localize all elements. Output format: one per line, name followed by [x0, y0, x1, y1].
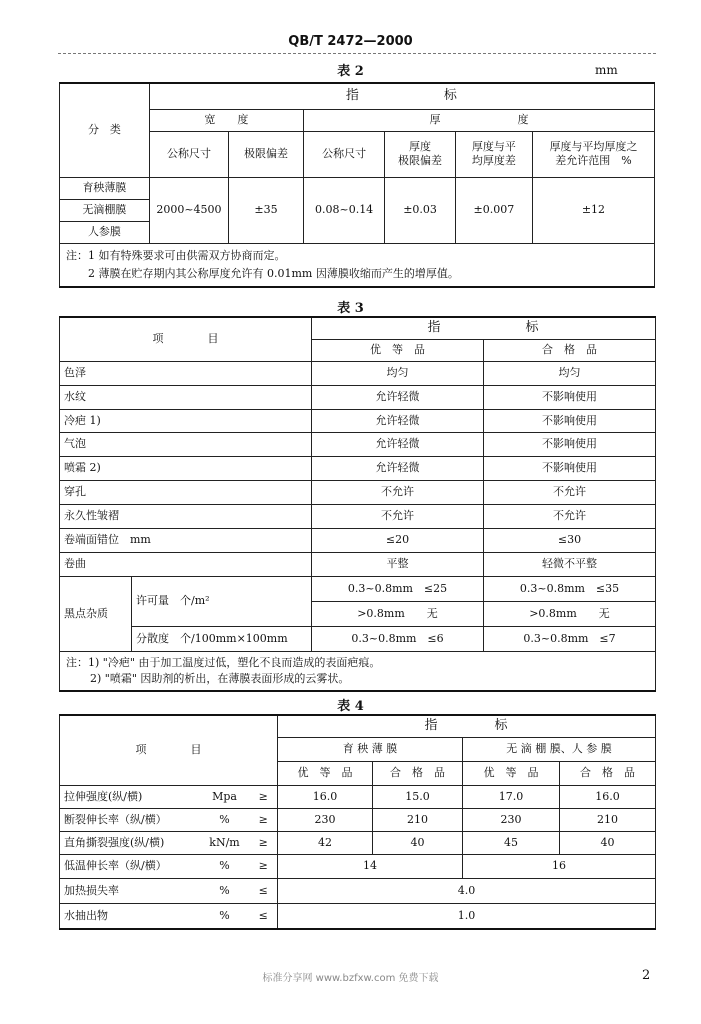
table3-dispersion-label: 分散度 个/100mm×100mm	[132, 626, 312, 651]
table3-row-item: 喷霜 2)	[60, 456, 312, 480]
table3-row-superior: 允许轻微	[312, 456, 484, 480]
table3-row-qualified: 轻微不平整	[484, 552, 656, 576]
header-rule	[58, 53, 656, 54]
table3-row-item: 穿孔	[60, 480, 312, 504]
table3-row-item: 卷曲	[60, 552, 312, 576]
table4-value: 230	[278, 808, 373, 831]
table2-unit: mm	[595, 63, 618, 77]
table4-row-unit: %	[200, 808, 250, 831]
table3-allowance-superior-1: 0.3~0.8mm ≤25	[312, 576, 484, 601]
table3-note-1: 注：1) "冷疤" 由于加工温度过低，塑化不良而造成的表面疤痕。	[66, 655, 381, 669]
table4-superior-header: 优 等 品	[463, 761, 560, 785]
table4-low-temp-unit: %	[200, 854, 250, 878]
table3-index-header: 指 标	[312, 317, 656, 339]
table4-low-temp-nodrip: 16	[463, 854, 656, 878]
table4-seedling-header: 育 秧 薄 膜	[278, 737, 463, 761]
table3-qualified-header: 合 格 品	[484, 339, 656, 361]
table4-value: 16.0	[278, 785, 373, 808]
table4-qualified-header: 合 格 品	[373, 761, 463, 785]
table2-sub-thickness-deviation: 厚度 极限偏差	[385, 131, 456, 177]
table2-row-seedling: 育秧薄膜	[60, 177, 150, 199]
table3	[59, 316, 656, 692]
table2-row-nodrip: 无滴棚膜	[60, 199, 150, 221]
table4-nodrip-header: 无 滴 棚 膜、人 参 膜	[463, 737, 656, 761]
table4-caption: 表 4	[337, 699, 364, 714]
table3-allowance-qualified-1: 0.3~0.8mm ≤35	[484, 576, 656, 601]
table3-row-qualified: 不影响使用	[484, 456, 656, 480]
table4-heat-loss-item: 加热损失率	[60, 878, 200, 903]
table2-sub-diff-range: 厚度与平均厚度之 差允许范围 %	[532, 131, 654, 177]
table2-sub-width-deviation: 极限偏差	[229, 131, 304, 177]
table3-row-qualified: 不允许	[484, 504, 656, 528]
table4-value: 230	[463, 808, 560, 831]
table3-note-2: 2) "喷霜" 因助剂的析出，在薄膜表面形成的云雾状。	[90, 672, 350, 686]
table4-water-operator: ≤	[250, 903, 278, 929]
table3-row-superior: 不允许	[312, 504, 484, 528]
table2-value-width: 2000~4500	[149, 177, 228, 243]
table3-row-item: 色泽	[60, 361, 312, 385]
table3-allowance-qualified-2: >0.8mm 无	[484, 601, 656, 626]
table4-row-item: 拉伸强度(纵/横)	[60, 785, 200, 808]
table4-water-value: 1.0	[278, 903, 656, 929]
table3-row-qualified: 不影响使用	[484, 385, 656, 409]
table3-dispersion-superior: 0.3~0.8mm ≤6	[312, 626, 484, 651]
table2-value-width-dev: ±35	[229, 177, 304, 243]
table3-row-item: 永久性皱褶	[60, 504, 312, 528]
table4-item-header: 项 目	[60, 715, 278, 785]
table2-row-ginseng: 人参膜	[60, 221, 150, 243]
table4-heat-loss-operator: ≤	[250, 878, 278, 903]
table4-value: 17.0	[463, 785, 560, 808]
table3-row-qualified: 不影响使用	[484, 409, 656, 432]
table4-water-unit: %	[200, 903, 250, 929]
table3-row-superior: 允许轻微	[312, 409, 484, 432]
table4-low-temp-operator: ≥	[250, 854, 278, 878]
table2-sub-thickness-diff: 厚度与平 均厚度差	[455, 131, 532, 177]
table4-low-temp-seedling: 14	[278, 854, 463, 878]
table3-row-superior: 不允许	[312, 480, 484, 504]
table2-note-1: 注：1 如有特殊要求可由供需双方协商而定。	[66, 248, 286, 262]
table4	[59, 714, 656, 930]
table3-row-item: 卷端面错位 mm	[60, 528, 312, 552]
table4-heat-loss-value: 4.0	[278, 878, 656, 903]
table4-value: 210	[560, 808, 656, 831]
table3-dispersion-qualified: 0.3~0.8mm ≤7	[484, 626, 656, 651]
table4-low-temp-item: 低温伸长率（纵/横）	[60, 854, 200, 878]
table3-row-superior: 均匀	[312, 361, 484, 385]
table3-caption: 表 3	[337, 301, 364, 316]
footer-watermark: 标准分享网 www.bzfxw.com 免费下载	[262, 973, 439, 984]
table3-row-item: 冷疤 1)	[60, 409, 312, 432]
table4-row-item: 直角撕裂强度(纵/横)	[60, 831, 200, 854]
table3-row-item: 气泡	[60, 432, 312, 456]
table4-water-item: 水抽出物	[60, 903, 200, 929]
table2-width-header: 宽 度	[149, 109, 303, 131]
table4-row-unit: kN/m	[200, 831, 250, 854]
table2-value-diff-range: ±12	[532, 177, 654, 243]
table4-value: 40	[373, 831, 463, 854]
table3-row-superior: ≤20	[312, 528, 484, 552]
table4-row-item: 断裂伸长率（纵/横）	[60, 808, 200, 831]
table4-value: 210	[373, 808, 463, 831]
table2-value-thickness-diff: ±0.007	[455, 177, 532, 243]
table2-sub-nominal-width: 公称尺寸	[149, 131, 228, 177]
table2-note-2: 2 薄膜在贮存期内其公称厚度允许有 0.01mm 因薄膜收缩而产生的增厚值。	[88, 267, 459, 281]
table2-caption: 表 2	[337, 64, 364, 79]
table4-row-operator: ≥	[250, 808, 278, 831]
table3-row-superior: 平整	[312, 552, 484, 576]
table4-value: 42	[278, 831, 373, 854]
table3-allowance-superior-2: >0.8mm 无	[312, 601, 484, 626]
table3-impurity-label: 黑点杂质	[60, 576, 132, 651]
table2-value-thickness-dev: ±0.03	[385, 177, 456, 243]
table4-qualified-header: 合 格 品	[560, 761, 656, 785]
table4-value: 15.0	[373, 785, 463, 808]
table3-superior-header: 优 等 品	[312, 339, 484, 361]
table2-index-header: 指 标	[149, 83, 654, 109]
table4-row-unit: Mpa	[200, 785, 250, 808]
table3-row-superior: 允许轻微	[312, 385, 484, 409]
table2	[59, 82, 655, 288]
table2-value-thickness: 0.08~0.14	[303, 177, 384, 243]
table3-row-qualified: 不影响使用	[484, 432, 656, 456]
table4-superior-header: 优 等 品	[278, 761, 373, 785]
table4-row-operator: ≥	[250, 831, 278, 854]
table3-row-item: 水纹	[60, 385, 312, 409]
table3-row-superior: 允许轻微	[312, 432, 484, 456]
table3-item-header: 项 目	[60, 317, 312, 361]
table2-sub-nominal-thickness: 公称尺寸	[303, 131, 384, 177]
table4-heat-loss-unit: %	[200, 878, 250, 903]
table4-value: 40	[560, 831, 656, 854]
table2-category-header: 分 类	[60, 83, 150, 177]
table4-row-operator: ≥	[250, 785, 278, 808]
table2-thickness-header: 厚 度	[303, 109, 654, 131]
page-number: 2	[642, 968, 651, 983]
table3-row-qualified: 均匀	[484, 361, 656, 385]
table4-value: 16.0	[560, 785, 656, 808]
standard-number: QB/T 2472—2000	[288, 34, 413, 49]
table3-allowance-label: 许可量 个/m²	[132, 576, 312, 626]
table4-value: 45	[463, 831, 560, 854]
table3-row-qualified: ≤30	[484, 528, 656, 552]
table4-index-header: 指 标	[278, 715, 656, 737]
table3-row-qualified: 不允许	[484, 480, 656, 504]
